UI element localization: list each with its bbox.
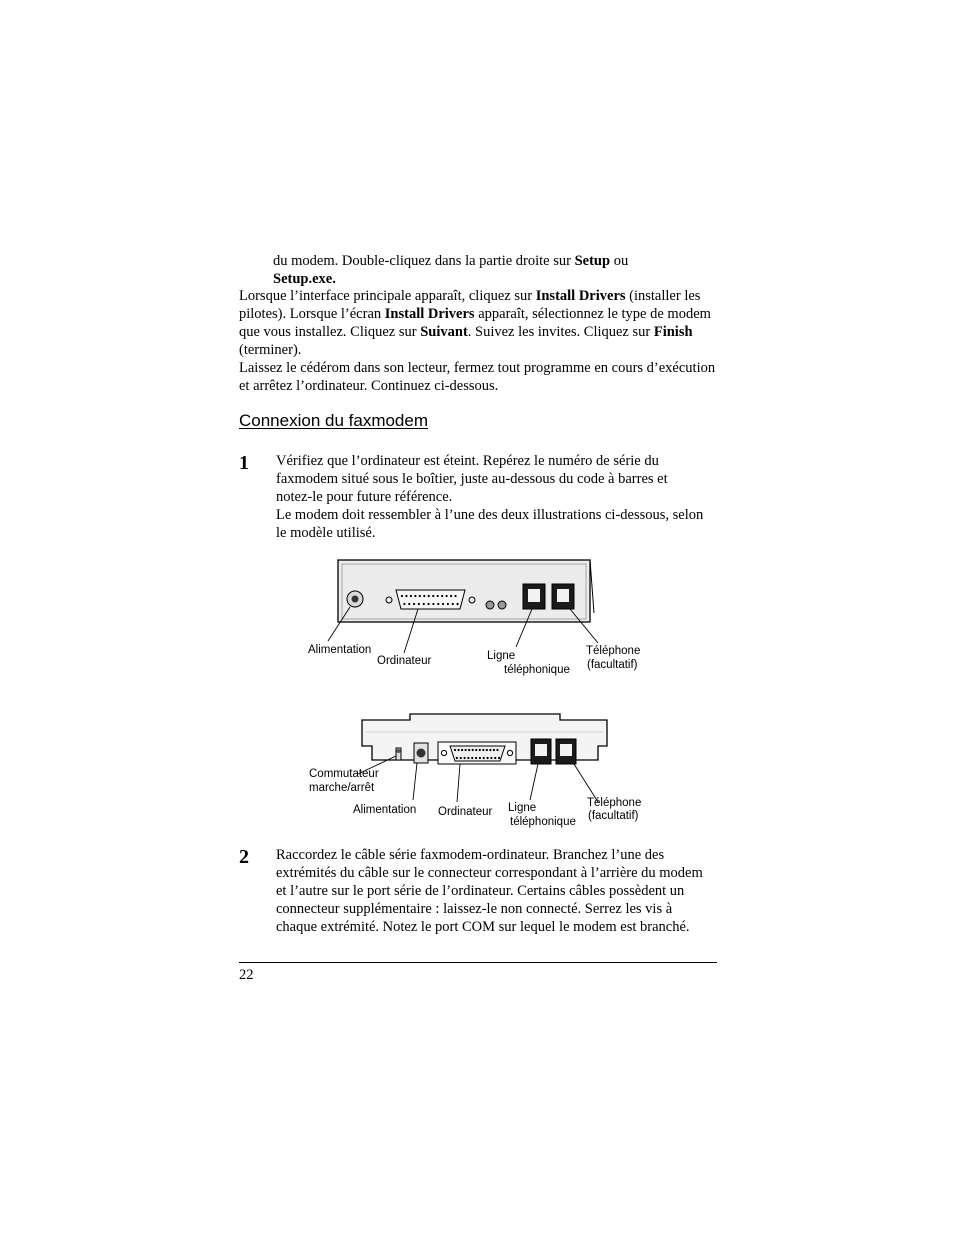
bold-term: Install Drivers xyxy=(535,288,626,304)
label-phone-2a: Téléphone xyxy=(587,797,642,809)
label-phone-2b: (facultatif) xyxy=(588,810,639,822)
connector-pin xyxy=(471,757,473,759)
step-1-paragraph-a: Vérifiez que l’ordinateur est éteint. Repérez le numéro de série du faxmodem situé sous le boîtier, juste au-dessous du code à barres et notez-le pour future référence. xyxy=(276,453,668,505)
connector-pin xyxy=(413,603,415,605)
connector-pin xyxy=(423,603,425,605)
connector-pin xyxy=(454,749,456,751)
label-phone-1b: (facultatif) xyxy=(587,659,638,671)
connector-pin xyxy=(414,595,416,597)
connector-pin xyxy=(468,749,470,751)
connector-pin xyxy=(410,595,412,597)
line-jack-1 xyxy=(523,584,545,609)
paragraph-run: (terminer). xyxy=(239,342,302,358)
label-line-1a: Ligne xyxy=(487,650,516,662)
connector-pin xyxy=(482,749,484,751)
label-power-2: Alimentation xyxy=(353,804,417,816)
connector-pin xyxy=(419,595,421,597)
connector-pin xyxy=(454,595,456,597)
footer-rule xyxy=(239,962,717,963)
connector-pin xyxy=(405,595,407,597)
intro-paragraphs xyxy=(239,287,719,395)
connector-pin xyxy=(489,749,491,751)
step-number-1: 1 xyxy=(239,452,249,474)
line-jack-2 xyxy=(531,739,551,764)
step-number-2: 2 xyxy=(239,846,249,868)
phone-jack-1 xyxy=(552,584,574,609)
connector-pin xyxy=(432,603,434,605)
connector-pin xyxy=(437,603,439,605)
connector-pin xyxy=(432,595,434,597)
connector-pin xyxy=(418,603,420,605)
connector-pin xyxy=(457,749,459,751)
label-switch-2b: marche/arrêt xyxy=(309,782,375,794)
connector-pin xyxy=(450,595,452,597)
install-drivers-paragraph xyxy=(239,287,719,359)
label-line-2b: téléphonique xyxy=(510,816,576,828)
connector-pin xyxy=(463,757,465,759)
step-1-text xyxy=(276,452,706,542)
label-line-1b: téléphonique xyxy=(504,664,570,676)
connector-pin xyxy=(483,757,485,759)
connector-pin xyxy=(427,603,429,605)
connector-pin xyxy=(456,757,458,759)
bold-term: Suivant xyxy=(420,324,468,340)
connector-pin xyxy=(401,595,403,597)
connector-pin xyxy=(456,603,458,605)
connector-pin xyxy=(428,595,430,597)
label-phone-1a: Téléphone xyxy=(586,645,641,657)
connector-pin xyxy=(442,603,444,605)
cdrom-paragraph: Laissez le cédérom dans son lecteur, fermez tout programme en cours d’exécution et arrêtez l’ordinateur. Continuez ci-dessous. xyxy=(239,360,716,394)
connector-pin xyxy=(461,749,463,751)
connector-pin xyxy=(494,757,496,759)
bold-term: Install Drivers xyxy=(384,306,475,322)
paragraph-run: apparaît, sélectionnez le type de modem que vous installez. Cliquez sur xyxy=(239,306,711,340)
paragraph-run: (installer les pilotes). Lorsque l’écran xyxy=(239,288,701,322)
connector-pin xyxy=(408,603,410,605)
intro-line-1: du modem. Double-cliquez dans la partie droite sur Setup ou xyxy=(273,253,629,269)
connector-pin xyxy=(437,595,439,597)
page-number: 22 xyxy=(239,967,254,983)
step-2-text: Raccordez le câble série faxmodem-ordinateur. Branchez l’une des extrémités du câble sur le connecteur correspondant à l’arrière du modem et l’autre sur le port série de l’ordinateur. Certains câbles possèdent un connecteur supplémentaire : laissez-le non connecté. Serrez les vis à chaque extrémité. Notez le port COM sur lequel le modem est branché. xyxy=(276,847,703,935)
section-heading: Connexion du faxmodem xyxy=(239,411,429,430)
connector-pin xyxy=(447,603,449,605)
paragraph-run: . Suivez les invites. Cliquez sur xyxy=(467,324,654,340)
db25-connector-2 xyxy=(438,742,516,764)
connector-pin xyxy=(490,757,492,759)
connector-pin xyxy=(446,595,448,597)
intro-line-2: Setup.exe. xyxy=(273,271,336,287)
power-jack-1 xyxy=(347,591,363,607)
connector-pin xyxy=(467,757,469,759)
label-switch-2a: Commutateur xyxy=(309,768,379,780)
paragraph-run: Lorsque l’interface principale apparaît, cliquez sur xyxy=(239,288,536,304)
connector-pin xyxy=(403,603,405,605)
label-power-1: Alimentation xyxy=(308,644,372,656)
connector-pin xyxy=(486,757,488,759)
label-line-2a: Ligne xyxy=(508,802,537,814)
connector-pin xyxy=(486,749,488,751)
connector-pin xyxy=(479,749,481,751)
connector-pin xyxy=(498,757,500,759)
connector-pin xyxy=(479,757,481,759)
connector-pin xyxy=(452,603,454,605)
connector-pin xyxy=(475,757,477,759)
phone-jack-2 xyxy=(556,739,576,764)
step-1-paragraph-b: Le modem doit ressembler à l’une des deux illustrations ci-dessous, selon le modèle utilisé. xyxy=(276,507,704,541)
power-switch-2 xyxy=(396,748,401,760)
bold-term: Finish xyxy=(653,324,693,340)
label-computer-2: Ordinateur xyxy=(438,806,493,818)
power-jack-2 xyxy=(414,743,428,763)
connector-pin xyxy=(460,757,462,759)
label-computer-1: Ordinateur xyxy=(377,655,432,667)
connector-pin xyxy=(496,749,498,751)
connector-pin xyxy=(493,749,495,751)
connector-pin xyxy=(475,749,477,751)
intro-continuation xyxy=(273,252,733,288)
connector-pin xyxy=(465,749,467,751)
connector-pin xyxy=(472,749,474,751)
connector-pin xyxy=(441,595,443,597)
connector-pin xyxy=(423,595,425,597)
